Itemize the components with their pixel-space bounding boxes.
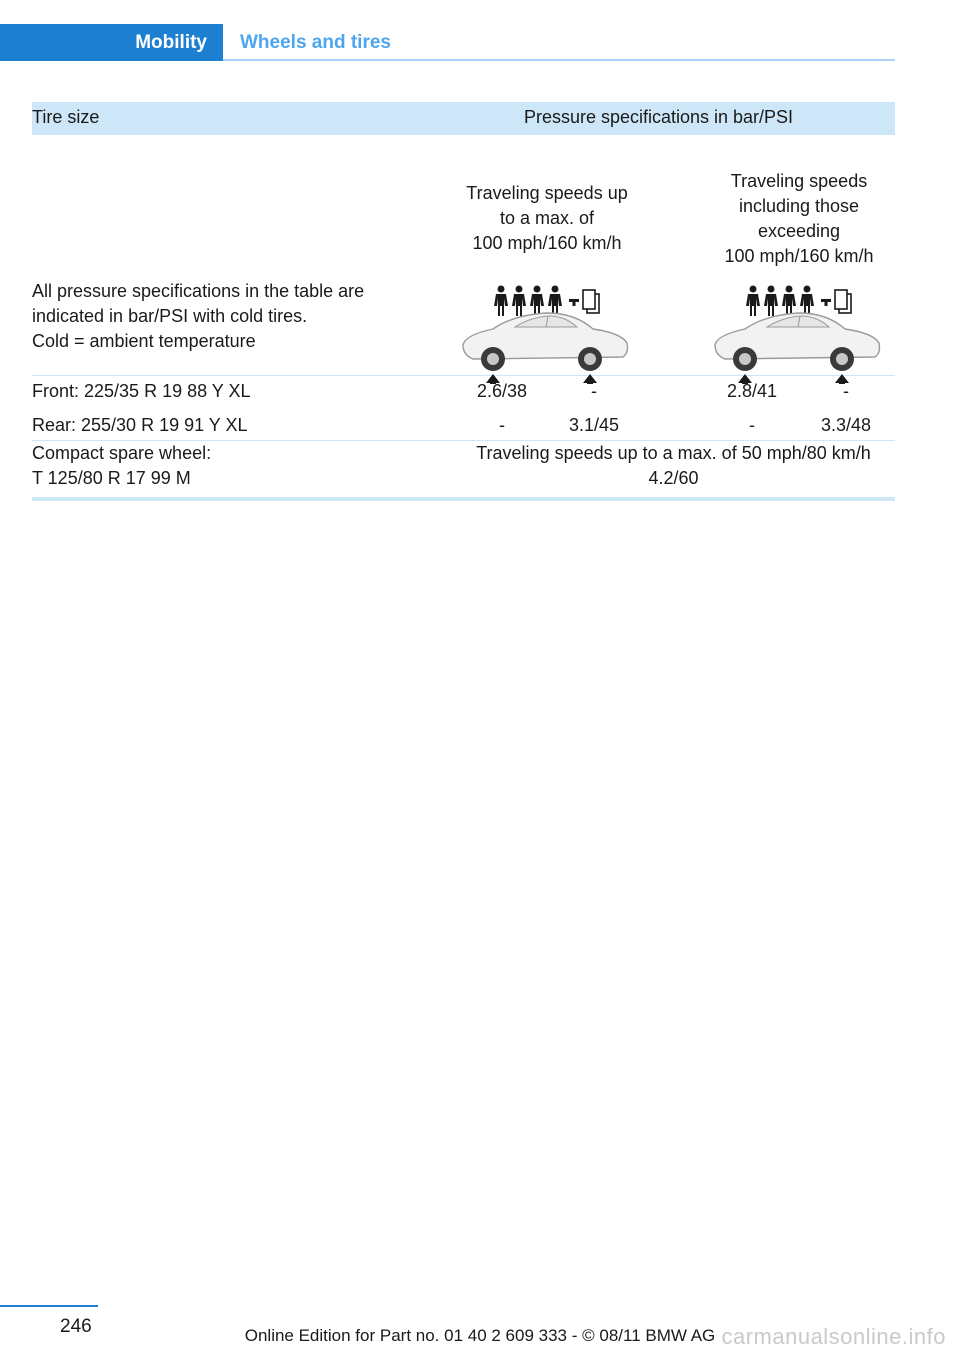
front-tire-size: Front: 225/35 R 19 88 Y XL xyxy=(32,381,251,401)
table-row-rear xyxy=(32,410,895,440)
front-pressure-a1: 2.6/38 xyxy=(476,381,528,401)
front-pressure-b2: - xyxy=(843,381,849,401)
cold-tire-note: All pressure specifications in the table are indicated in bar/PSI with cold tires. Cold = ambient temperature xyxy=(32,281,365,351)
rear-tire-size: Rear: 255/30 R 19 91 Y XL xyxy=(32,415,248,435)
rear-pressure-b2: 3.3/48 xyxy=(820,415,872,435)
spare-wheel-pressure: Traveling speeds up to a max. of 50 mph/80 km/h 4.2/60 xyxy=(476,443,871,488)
column-header-tire-size: Tire size xyxy=(32,107,100,127)
front-pressure-a2: - xyxy=(591,381,597,401)
spare-wheel-size: Compact spare wheel: T 125/80 R 17 99 M xyxy=(32,443,212,488)
section-title[interactable]: Wheels and tires xyxy=(240,32,391,53)
chapter-tab-mobility[interactable]: Mobility xyxy=(135,32,207,53)
footer-rule xyxy=(0,1305,98,1307)
page-number: 246 xyxy=(60,1316,92,1337)
speed-condition-exceeding-100: Traveling speeds including those exceeding 100 mph/160 km/h xyxy=(724,171,874,266)
watermark-text: carmanualsonline.info xyxy=(721,1324,946,1349)
four-persons-plus-luggage-car-icon xyxy=(457,283,637,387)
speed-condition-up-to-100: Traveling speeds up to a max. of 100 mph/160 km/h xyxy=(466,183,628,253)
table-row-spare xyxy=(32,441,895,497)
column-header-pressure: Pressure specifications in bar/PSI xyxy=(523,107,794,127)
rear-pressure-a2: 3.1/45 xyxy=(568,415,620,435)
table-row-front xyxy=(32,376,895,410)
four-persons-plus-luggage-car-icon xyxy=(709,283,889,387)
edition-note: Online Edition for Part no. 01 40 2 609 333 - © 08/11 BMW AG xyxy=(244,1326,716,1345)
tire-pressure-table xyxy=(32,102,895,501)
table-header xyxy=(32,102,895,135)
rear-pressure-a1: - xyxy=(499,415,505,435)
header-rule xyxy=(223,59,895,61)
rear-pressure-b1: - xyxy=(749,415,755,435)
table-bottom-rule xyxy=(32,497,895,501)
conditions-row xyxy=(32,135,895,375)
front-pressure-b1: 2.8/41 xyxy=(726,381,778,401)
